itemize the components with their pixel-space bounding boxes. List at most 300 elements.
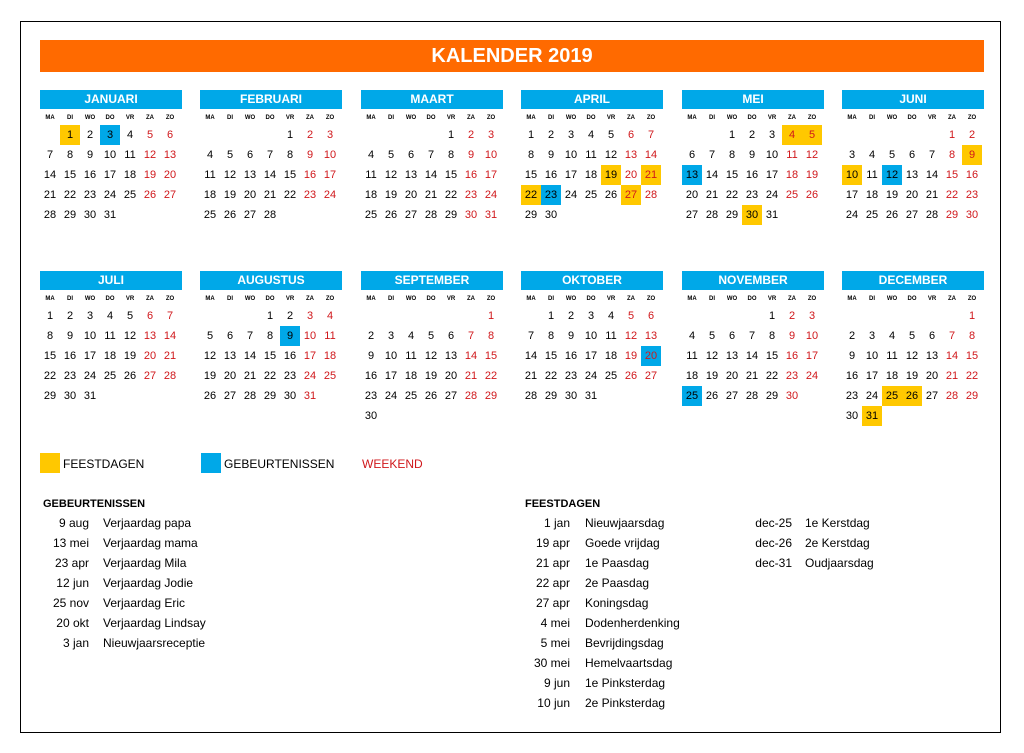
weekday-label: DO <box>105 296 115 302</box>
month-header: AUGUSTUS <box>200 271 342 290</box>
month-calendar <box>842 90 984 225</box>
empty-day-cell <box>240 125 260 145</box>
day-cell: 19 <box>624 350 638 362</box>
day-cell: 16 <box>83 169 97 181</box>
day-cell: 14 <box>424 169 438 181</box>
day-cell: 16 <box>785 350 799 362</box>
list-item-date: 19 apr <box>535 536 570 550</box>
day-cell: 8 <box>487 330 495 342</box>
day-cell: 2 <box>788 310 796 322</box>
empty-day-cell <box>320 386 340 406</box>
day-cell: 16 <box>283 350 297 362</box>
day-cell: 11 <box>686 350 698 362</box>
list-item-date: 21 apr <box>535 556 570 570</box>
day-cell: 19 <box>203 370 217 382</box>
empty-day-cell <box>320 205 340 225</box>
day-cell: 6 <box>908 149 916 161</box>
day-cell: 6 <box>226 330 234 342</box>
week-row <box>200 366 342 386</box>
day-cell: 26 <box>203 390 217 402</box>
day-cell: 23 <box>364 390 378 402</box>
list-item-date: 20 okt <box>56 616 89 630</box>
day-cell: 21 <box>705 189 719 201</box>
day-cell: 6 <box>627 129 635 141</box>
day-cell: 1 <box>547 310 555 322</box>
day-cell: 13 <box>223 350 237 362</box>
week-row <box>361 346 503 366</box>
day-cell: 30 <box>63 390 77 402</box>
list-item-date: 10 jun <box>537 696 570 710</box>
weekday-label: MA <box>687 296 697 302</box>
day-cell: 9 <box>66 330 74 342</box>
week-row <box>200 165 342 185</box>
day-cell: 18 <box>685 370 699 382</box>
month-calendar <box>521 90 663 225</box>
day-cell: 29 <box>43 390 57 402</box>
day-cell: 24 <box>845 209 859 221</box>
day-cell: 9 <box>748 149 756 161</box>
day-cell: 2 <box>306 129 314 141</box>
empty-day-cell <box>140 205 160 225</box>
day-cell: 29 <box>444 209 458 221</box>
day-cell: 2 <box>547 129 555 141</box>
day-cell: 2 <box>367 330 375 342</box>
weekday-label: VR <box>767 115 777 121</box>
day-cell: 20 <box>163 169 177 181</box>
day-cell: 22 <box>725 189 739 201</box>
empty-day-cell <box>581 205 601 225</box>
day-cell: 20 <box>624 169 638 181</box>
week-row <box>682 185 824 205</box>
day-cell: 14 <box>263 169 277 181</box>
day-cell: 4 <box>587 129 595 141</box>
day-cell: 6 <box>246 149 254 161</box>
empty-day-cell <box>300 205 320 225</box>
day-cell: 15 <box>43 350 57 362</box>
day-cell: 30 <box>845 410 859 422</box>
month-header: JANUARI <box>40 90 182 109</box>
empty-day-cell <box>882 125 902 145</box>
day-cell: 11 <box>886 350 898 362</box>
list-item-name: 2e Pinksterdag <box>585 696 666 710</box>
day-cell: 1 <box>447 129 455 141</box>
day-cell: 11 <box>866 169 878 181</box>
day-cell: 8 <box>46 330 54 342</box>
day-cell: 28 <box>243 390 257 402</box>
week-row <box>200 125 342 145</box>
day-cell: 7 <box>928 149 936 161</box>
day-cell: 18 <box>323 350 337 362</box>
day-cell: 21 <box>163 350 177 362</box>
weekday-label: DO <box>426 115 436 121</box>
week-row <box>521 125 663 145</box>
day-cell: 15 <box>283 169 297 181</box>
day-cell: 25 <box>584 189 598 201</box>
list-item-name: Verjaardag papa <box>103 516 192 530</box>
list-item-name: Verjaardag mama <box>103 536 198 550</box>
weekday-label: MA <box>526 296 536 302</box>
day-cell: 5 <box>387 149 395 161</box>
day-cell: 10 <box>323 149 337 161</box>
day-cell: 24 <box>83 370 97 382</box>
weekday-label: ZO <box>486 296 496 302</box>
day-cell: 7 <box>246 330 254 342</box>
week-row <box>200 145 342 165</box>
empty-day-cell <box>361 306 381 326</box>
day-cell: 13 <box>925 350 939 362</box>
weekday-label: ZA <box>306 296 314 302</box>
day-cell: 31 <box>484 209 498 221</box>
empty-day-cell <box>421 125 441 145</box>
day-cell: 22 <box>43 370 57 382</box>
day-cell: 2 <box>968 129 976 141</box>
week-row <box>40 205 182 225</box>
day-cell: 23 <box>283 370 297 382</box>
day-cell: 1 <box>768 310 776 322</box>
day-cell: 23 <box>745 189 759 201</box>
day-cell: 21 <box>424 189 438 201</box>
day-cell: 14 <box>524 350 538 362</box>
day-cell: 9 <box>547 149 555 161</box>
day-cell: 29 <box>524 209 538 221</box>
day-cell: 16 <box>464 169 478 181</box>
empty-day-cell <box>40 125 60 145</box>
weekday-header-row <box>521 111 663 125</box>
day-cell: 4 <box>106 310 114 322</box>
list-item-date: 5 mei <box>540 636 570 650</box>
day-cell: 4 <box>367 149 375 161</box>
month-calendar <box>682 90 824 225</box>
day-cell: 24 <box>323 189 337 201</box>
day-cell: 30 <box>283 390 297 402</box>
weekday-label: ZA <box>467 115 475 121</box>
day-cell: 28 <box>644 189 658 201</box>
day-cell: 26 <box>705 390 719 402</box>
day-cell: 29 <box>263 390 277 402</box>
week-row <box>200 346 342 366</box>
weekday-label: MA <box>366 296 376 302</box>
day-cell: 7 <box>266 149 274 161</box>
weekday-header-row <box>361 292 503 306</box>
day-cell: 15 <box>484 350 498 362</box>
day-cell: 6 <box>407 149 415 161</box>
empty-day-cell <box>381 125 401 145</box>
day-cell: 27 <box>644 370 658 382</box>
day-cell: 1 <box>60 125 80 145</box>
day-cell: 24 <box>584 370 598 382</box>
weekday-label: MA <box>45 115 55 121</box>
list-item-name: Koningsdag <box>585 596 649 610</box>
day-cell: 22 <box>521 185 541 205</box>
list-item-name: Goede vrijdag <box>585 536 660 550</box>
day-cell: 16 <box>745 169 759 181</box>
day-cell: 29 <box>765 390 779 402</box>
day-cell: 31 <box>83 390 97 402</box>
day-cell: 5 <box>427 330 435 342</box>
day-cell: 16 <box>544 169 558 181</box>
week-row <box>521 165 663 185</box>
weekday-label: WO <box>405 296 417 302</box>
day-cell: 5 <box>146 129 154 141</box>
month-calendar <box>682 271 824 406</box>
empty-day-cell <box>882 306 902 326</box>
weekday-label: ZA <box>146 296 154 302</box>
empty-day-cell <box>401 125 421 145</box>
week-row <box>682 326 824 346</box>
day-cell: 10 <box>865 350 879 362</box>
list-item-date: 9 jun <box>543 676 570 690</box>
weekday-label: ZO <box>165 296 175 302</box>
day-cell: 7 <box>46 149 54 161</box>
day-cell: 24 <box>103 189 117 201</box>
empty-day-cell <box>481 406 501 426</box>
day-cell: 13 <box>243 169 257 181</box>
day-cell: 25 <box>785 189 799 201</box>
day-cell: 23 <box>303 189 317 201</box>
day-cell: 16 <box>845 370 859 382</box>
day-cell: 29 <box>544 390 558 402</box>
day-cell: 3 <box>100 125 120 145</box>
day-cell: 31 <box>103 209 117 221</box>
week-row <box>200 306 342 326</box>
empty-day-cell <box>882 406 902 426</box>
week-row <box>361 406 503 426</box>
empty-day-cell <box>782 205 802 225</box>
week-row <box>361 185 503 205</box>
day-cell: 8 <box>547 330 555 342</box>
month-calendar <box>40 271 182 406</box>
day-cell: 20 <box>905 189 919 201</box>
day-cell: 8 <box>527 149 535 161</box>
day-cell: 15 <box>444 169 458 181</box>
weekday-label: DO <box>265 296 275 302</box>
day-cell: 27 <box>163 189 177 201</box>
day-cell: 27 <box>621 185 641 205</box>
day-cell: 3 <box>326 129 334 141</box>
day-cell: 12 <box>882 165 902 185</box>
month-header: MAART <box>361 90 503 109</box>
day-cell: 13 <box>624 149 638 161</box>
list-item-date: dec-31 <box>755 556 792 570</box>
week-row <box>361 306 503 326</box>
day-cell: 7 <box>748 330 756 342</box>
day-cell: 17 <box>384 370 398 382</box>
day-cell: 29 <box>63 209 77 221</box>
day-cell: 2 <box>567 310 575 322</box>
day-cell: 13 <box>163 149 177 161</box>
empty-day-cell <box>240 306 260 326</box>
day-cell: 22 <box>965 370 979 382</box>
day-cell: 22 <box>484 370 498 382</box>
empty-day-cell <box>702 306 722 326</box>
day-cell: 16 <box>303 169 317 181</box>
day-cell: 30 <box>464 209 478 221</box>
weekday-label: DO <box>426 296 436 302</box>
weekday-label: DI <box>709 296 715 302</box>
day-cell: 22 <box>945 189 959 201</box>
day-cell: 6 <box>447 330 455 342</box>
list-item-name: Dodenherdenking <box>585 616 680 630</box>
day-cell: 13 <box>905 169 919 181</box>
empty-day-cell <box>200 125 220 145</box>
day-cell: 10 <box>484 149 498 161</box>
day-cell: 19 <box>424 370 438 382</box>
weekday-label: WO <box>84 296 96 302</box>
weekday-label: MA <box>205 115 215 121</box>
day-cell: 18 <box>203 189 217 201</box>
day-cell: 3 <box>567 129 575 141</box>
week-row <box>361 145 503 165</box>
empty-day-cell <box>722 306 742 326</box>
day-cell: 23 <box>63 370 77 382</box>
day-cell: 8 <box>266 330 274 342</box>
week-row <box>40 366 182 386</box>
list-item-name: 1e Pinksterdag <box>585 676 666 690</box>
week-row <box>521 366 663 386</box>
week-row <box>682 346 824 366</box>
day-cell: 27 <box>725 390 739 402</box>
week-row <box>842 346 984 366</box>
day-cell: 8 <box>286 149 294 161</box>
weekday-label: ZA <box>146 115 154 121</box>
day-cell: 24 <box>805 370 819 382</box>
weekday-label: VR <box>125 115 135 121</box>
day-cell: 4 <box>688 330 696 342</box>
day-cell: 25 <box>103 370 117 382</box>
list-item-name: Bevrijdingsdag <box>585 636 664 650</box>
week-row <box>521 185 663 205</box>
day-cell: 26 <box>902 386 922 406</box>
weekday-label: ZO <box>967 296 977 302</box>
day-cell: 18 <box>584 169 598 181</box>
weekday-label: ZA <box>627 115 635 121</box>
weekday-label: VR <box>285 296 295 302</box>
weekday-header-row <box>842 111 984 125</box>
month-header: NOVEMBER <box>682 271 824 290</box>
week-row <box>200 326 342 346</box>
week-row <box>842 185 984 205</box>
month-header: OKTOBER <box>521 271 663 290</box>
weekday-label: MA <box>847 296 857 302</box>
day-cell: 21 <box>243 370 257 382</box>
weekday-label: DI <box>227 296 233 302</box>
weekday-label: DO <box>907 296 917 302</box>
weekday-header-row <box>200 292 342 306</box>
weekday-label: ZA <box>788 296 796 302</box>
week-row <box>40 165 182 185</box>
day-cell: 19 <box>384 189 398 201</box>
month-header: SEPTEMBER <box>361 271 503 290</box>
day-cell: 2 <box>848 330 856 342</box>
day-cell: 12 <box>203 350 217 362</box>
week-row <box>842 326 984 346</box>
day-cell: 15 <box>524 169 538 181</box>
day-cell: 11 <box>324 330 336 342</box>
day-cell: 14 <box>163 330 177 342</box>
day-cell: 1 <box>527 129 535 141</box>
week-row <box>521 306 663 326</box>
holidays-list-title: FEESTDAGEN <box>525 498 601 510</box>
month-header: FEBRUARI <box>200 90 342 109</box>
weekday-header-row <box>682 292 824 306</box>
day-cell: 9 <box>306 149 314 161</box>
week-row <box>40 306 182 326</box>
week-row <box>842 386 984 406</box>
day-cell: 12 <box>604 149 618 161</box>
weekday-label: VR <box>927 115 937 121</box>
day-cell: 27 <box>685 209 699 221</box>
day-cell: 17 <box>303 350 317 362</box>
empty-day-cell <box>120 386 140 406</box>
day-cell: 21 <box>641 165 661 185</box>
list-item-date: 25 nov <box>52 596 89 610</box>
day-cell: 7 <box>647 129 655 141</box>
weekday-label: VR <box>606 115 616 121</box>
day-cell: 10 <box>842 165 862 185</box>
day-cell: 12 <box>424 350 438 362</box>
day-cell: 26 <box>143 189 157 201</box>
week-row <box>521 346 663 366</box>
day-cell: 3 <box>387 330 395 342</box>
day-cell: 7 <box>527 330 535 342</box>
week-row <box>842 125 984 145</box>
day-cell: 27 <box>143 370 157 382</box>
day-cell: 20 <box>925 370 939 382</box>
month-header: MEI <box>682 90 824 109</box>
empty-day-cell <box>682 125 702 145</box>
weekday-label: DO <box>586 115 596 121</box>
day-cell: 23 <box>785 370 799 382</box>
day-cell: 19 <box>123 350 137 362</box>
day-cell: 12 <box>143 149 157 161</box>
day-cell: 13 <box>143 330 157 342</box>
day-cell: 25 <box>682 386 702 406</box>
week-row <box>682 386 824 406</box>
day-cell: 8 <box>768 330 776 342</box>
day-cell: 18 <box>785 169 799 181</box>
day-cell: 10 <box>564 149 578 161</box>
day-cell: 3 <box>86 310 94 322</box>
day-cell: 1 <box>487 310 495 322</box>
list-item-name: Verjaardag Mila <box>103 556 187 570</box>
day-cell: 17 <box>584 350 598 362</box>
day-cell: 3 <box>808 310 816 322</box>
day-cell: 24 <box>765 189 779 201</box>
empty-day-cell <box>280 205 300 225</box>
weekday-label: ZO <box>325 115 335 121</box>
event-legend-label: GEBEURTENISSEN <box>224 457 335 471</box>
weekday-label: VR <box>606 296 616 302</box>
day-cell: 24 <box>564 189 578 201</box>
day-cell: 23 <box>464 189 478 201</box>
week-row <box>200 185 342 205</box>
day-cell: 21 <box>464 370 478 382</box>
empty-day-cell <box>862 306 882 326</box>
weekday-label: ZA <box>467 296 475 302</box>
day-cell: 18 <box>364 189 378 201</box>
week-row <box>361 386 503 406</box>
empty-day-cell <box>461 406 481 426</box>
day-cell: 11 <box>405 350 417 362</box>
empty-day-cell <box>561 205 581 225</box>
day-cell: 30 <box>785 390 799 402</box>
day-cell: 23 <box>564 370 578 382</box>
day-cell: 2 <box>286 310 294 322</box>
day-cell: 11 <box>124 149 136 161</box>
day-cell: 28 <box>464 390 478 402</box>
week-row <box>682 125 824 145</box>
day-cell: 15 <box>765 350 779 362</box>
